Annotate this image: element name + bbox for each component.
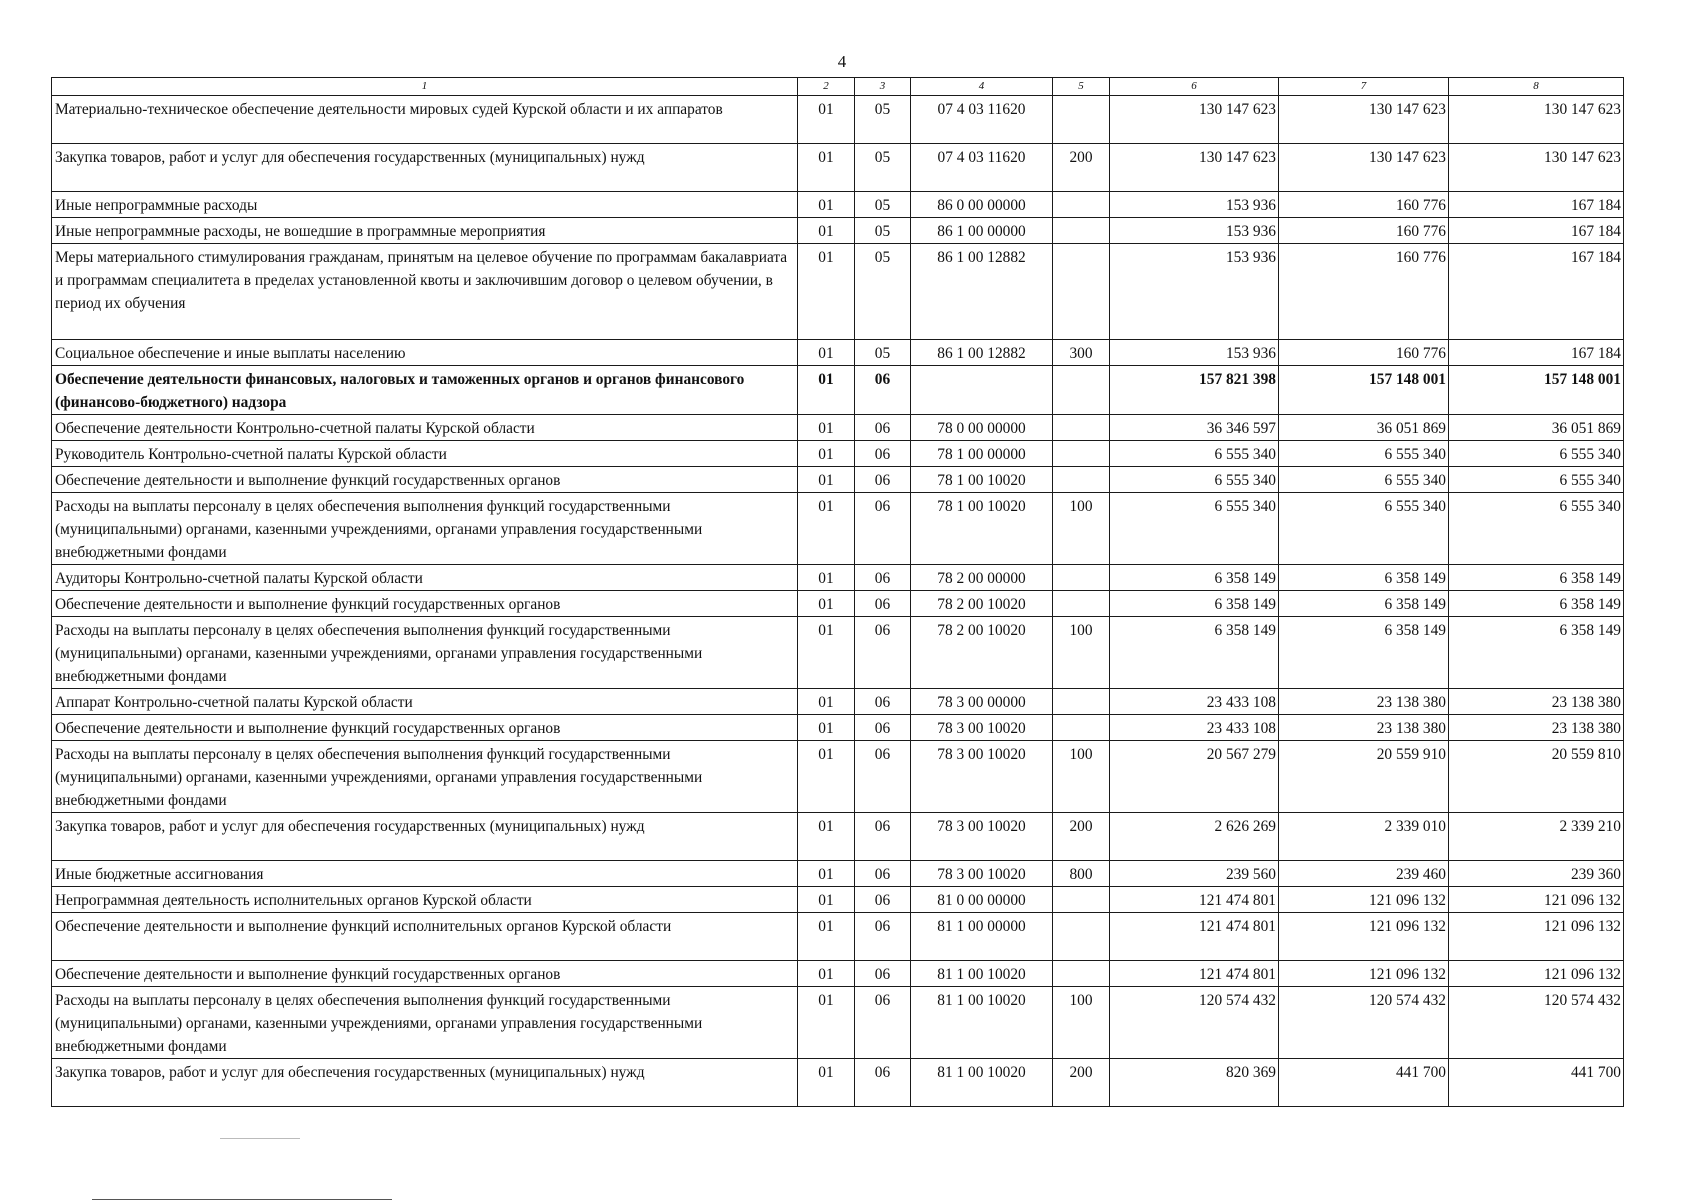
expense-type-code — [1053, 591, 1110, 617]
page-number: 4 — [837, 52, 847, 71]
column-number: 1 — [52, 78, 798, 96]
section-code: 01 — [798, 689, 855, 715]
table-row — [52, 887, 1624, 913]
table-row — [52, 861, 1624, 887]
amount-col-8: 23 138 380 — [1449, 689, 1624, 715]
table-row — [52, 1059, 1624, 1107]
table-row — [52, 366, 1624, 415]
expense-type-code — [1053, 366, 1110, 415]
amount-col-6: 157 821 398 — [1110, 366, 1279, 415]
target-article-code: 78 1 00 10020 — [911, 493, 1053, 565]
amount-col-7: 160 776 — [1279, 244, 1449, 340]
amount-col-8: 2 339 210 — [1449, 813, 1624, 861]
expense-type-code: 100 — [1053, 987, 1110, 1059]
item-name: Обеспечение деятельности и выполнение функций государственных органов — [52, 467, 798, 493]
subsection-code: 06 — [855, 415, 911, 441]
section-code: 01 — [798, 340, 855, 366]
expense-type-code: 200 — [1053, 144, 1110, 192]
item-name: Обеспечение деятельности и выполнение функций государственных органов — [52, 715, 798, 741]
table-row — [52, 493, 1624, 565]
table-row — [52, 415, 1624, 441]
section-code: 01 — [798, 415, 855, 441]
expense-type-code — [1053, 887, 1110, 913]
section-code: 01 — [798, 591, 855, 617]
budget-table — [51, 77, 1624, 1107]
amount-col-7: 6 555 340 — [1279, 467, 1449, 493]
table-row — [52, 441, 1624, 467]
amount-col-6: 20 567 279 — [1110, 741, 1279, 813]
subsection-code: 06 — [855, 813, 911, 861]
section-code: 01 — [798, 565, 855, 591]
table-row — [52, 244, 1624, 340]
target-article-code: 78 3 00 10020 — [911, 715, 1053, 741]
section-code: 01 — [798, 244, 855, 340]
subsection-code: 06 — [855, 493, 911, 565]
amount-col-7: 130 147 623 — [1279, 144, 1449, 192]
amount-col-8: 23 138 380 — [1449, 715, 1624, 741]
amount-col-7: 239 460 — [1279, 861, 1449, 887]
amount-col-6: 6 358 149 — [1110, 591, 1279, 617]
section-code: 01 — [798, 861, 855, 887]
item-name: Обеспечение деятельности и выполнение функций государственных органов — [52, 961, 798, 987]
amount-col-7: 441 700 — [1279, 1059, 1449, 1107]
target-article-code: 78 3 00 10020 — [911, 813, 1053, 861]
amount-col-6: 6 555 340 — [1110, 441, 1279, 467]
item-name: Аппарат Контрольно-счетной палаты Курской области — [52, 689, 798, 715]
subsection-code: 06 — [855, 689, 911, 715]
subsection-code: 06 — [855, 961, 911, 987]
subsection-code: 06 — [855, 441, 911, 467]
item-name: Иные непрограммные расходы — [52, 192, 798, 218]
table-row — [52, 467, 1624, 493]
amount-col-8: 239 360 — [1449, 861, 1624, 887]
amount-col-6: 6 358 149 — [1110, 617, 1279, 689]
subsection-code: 05 — [855, 144, 911, 192]
target-article-code: 81 0 00 00000 — [911, 887, 1053, 913]
item-name: Расходы на выплаты персоналу в целях обеспечения выполнения функций государственными (муниципальными) органами, казенными учреждениями, органами управления государственными внебюджетными фондами — [52, 617, 798, 689]
section-code: 01 — [798, 913, 855, 961]
table-row — [52, 913, 1624, 961]
amount-col-6: 2 626 269 — [1110, 813, 1279, 861]
amount-col-6: 121 474 801 — [1110, 913, 1279, 961]
item-name: Иные бюджетные ассигнования — [52, 861, 798, 887]
section-code: 01 — [798, 493, 855, 565]
item-name: Аудиторы Контрольно-счетной палаты Курской области — [52, 565, 798, 591]
expense-type-code: 100 — [1053, 493, 1110, 565]
target-article-code: 07 4 03 11620 — [911, 96, 1053, 144]
expense-type-code — [1053, 913, 1110, 961]
amount-col-6: 130 147 623 — [1110, 144, 1279, 192]
item-name: Меры материального стимулирования гражданам, принятым на целевое обучение по программам бакалавриата и программам специалитета в пределах установленной квоты и заключившим договор о целевом обучении, в период их обучения — [52, 244, 798, 340]
amount-col-6: 36 346 597 — [1110, 415, 1279, 441]
subsection-code: 06 — [855, 987, 911, 1059]
item-name: Закупка товаров, работ и услуг для обеспечения государственных (муниципальных) нужд — [52, 813, 798, 861]
expense-type-code — [1053, 689, 1110, 715]
column-number: 4 — [911, 78, 1053, 96]
amount-col-6: 153 936 — [1110, 218, 1279, 244]
column-number: 6 — [1110, 78, 1279, 96]
expense-type-code — [1053, 565, 1110, 591]
section-code: 01 — [798, 887, 855, 913]
target-article-code: 78 2 00 10020 — [911, 591, 1053, 617]
amount-col-8: 167 184 — [1449, 218, 1624, 244]
table-body — [52, 96, 1624, 1107]
item-name: Расходы на выплаты персоналу в целях обеспечения выполнения функций государственными (муниципальными) органами, казенными учреждениями, органами управления государственными внебюджетными фондами — [52, 987, 798, 1059]
amount-col-8: 6 555 340 — [1449, 467, 1624, 493]
amount-col-6: 6 555 340 — [1110, 467, 1279, 493]
table-row — [52, 617, 1624, 689]
amount-col-8: 167 184 — [1449, 244, 1624, 340]
amount-col-8: 6 358 149 — [1449, 617, 1624, 689]
item-name: Социальное обеспечение и иные выплаты населению — [52, 340, 798, 366]
table-row — [52, 218, 1624, 244]
subsection-code: 05 — [855, 244, 911, 340]
table-row — [52, 987, 1624, 1059]
column-number: 5 — [1053, 78, 1110, 96]
target-article-code: 78 2 00 10020 — [911, 617, 1053, 689]
section-code: 01 — [798, 441, 855, 467]
amount-col-7: 160 776 — [1279, 340, 1449, 366]
amount-col-7: 160 776 — [1279, 192, 1449, 218]
subsection-code: 05 — [855, 218, 911, 244]
target-article-code: 78 3 00 10020 — [911, 861, 1053, 887]
subsection-code: 06 — [855, 741, 911, 813]
expense-type-code — [1053, 96, 1110, 144]
target-article-code: 81 1 00 00000 — [911, 913, 1053, 961]
column-number: 3 — [855, 78, 911, 96]
table-row — [52, 96, 1624, 144]
target-article-code: 78 1 00 10020 — [911, 467, 1053, 493]
table-row — [52, 689, 1624, 715]
amount-col-8: 20 559 810 — [1449, 741, 1624, 813]
amount-col-6: 120 574 432 — [1110, 987, 1279, 1059]
section-code: 01 — [798, 366, 855, 415]
amount-col-8: 441 700 — [1449, 1059, 1624, 1107]
amount-col-8: 130 147 623 — [1449, 144, 1624, 192]
amount-col-6: 820 369 — [1110, 1059, 1279, 1107]
expense-type-code — [1053, 467, 1110, 493]
amount-col-6: 121 474 801 — [1110, 961, 1279, 987]
section-code: 01 — [798, 96, 855, 144]
target-article-code: 78 2 00 00000 — [911, 565, 1053, 591]
amount-col-7: 6 555 340 — [1279, 493, 1449, 565]
expense-type-code: 300 — [1053, 340, 1110, 366]
item-name: Расходы на выплаты персоналу в целях обеспечения выполнения функций государственными (муниципальными) органами, казенными учреждениями, органами управления государственными внебюджетными фондами — [52, 493, 798, 565]
amount-col-7: 2 339 010 — [1279, 813, 1449, 861]
target-article-code — [911, 366, 1053, 415]
target-article-code: 07 4 03 11620 — [911, 144, 1053, 192]
target-article-code: 86 1 00 12882 — [911, 340, 1053, 366]
section-code: 01 — [798, 617, 855, 689]
table-row — [52, 741, 1624, 813]
amount-col-7: 121 096 132 — [1279, 913, 1449, 961]
target-article-code: 81 1 00 10020 — [911, 987, 1053, 1059]
amount-col-8: 120 574 432 — [1449, 987, 1624, 1059]
subsection-code: 05 — [855, 192, 911, 218]
table-row — [52, 813, 1624, 861]
expense-type-code: 800 — [1053, 861, 1110, 887]
amount-col-8: 6 358 149 — [1449, 591, 1624, 617]
amount-col-6: 239 560 — [1110, 861, 1279, 887]
table-row — [52, 961, 1624, 987]
target-article-code: 81 1 00 10020 — [911, 1059, 1053, 1107]
item-name: Обеспечение деятельности финансовых, налоговых и таможенных органов и органов финансового (финансово-бюджетного) надзора — [52, 366, 798, 415]
target-article-code: 78 3 00 00000 — [911, 689, 1053, 715]
amount-col-8: 121 096 132 — [1449, 961, 1624, 987]
item-name: Расходы на выплаты персоналу в целях обеспечения выполнения функций государственными (муниципальными) органами, казенными учреждениями, органами управления государственными внебюджетными фондами — [52, 741, 798, 813]
section-code: 01 — [798, 218, 855, 244]
amount-col-6: 153 936 — [1110, 340, 1279, 366]
amount-col-8: 167 184 — [1449, 192, 1624, 218]
column-number: 8 — [1449, 78, 1624, 96]
amount-col-8: 6 358 149 — [1449, 565, 1624, 591]
target-article-code: 78 1 00 00000 — [911, 441, 1053, 467]
target-article-code: 86 1 00 00000 — [911, 218, 1053, 244]
item-name: Обеспечение деятельности Контрольно-счетной палаты Курской области — [52, 415, 798, 441]
table-row — [52, 565, 1624, 591]
subsection-code: 06 — [855, 366, 911, 415]
amount-col-7: 120 574 432 — [1279, 987, 1449, 1059]
target-article-code: 86 0 00 00000 — [911, 192, 1053, 218]
amount-col-6: 121 474 801 — [1110, 887, 1279, 913]
subsection-code: 06 — [855, 913, 911, 961]
amount-col-6: 153 936 — [1110, 192, 1279, 218]
amount-col-7: 36 051 869 — [1279, 415, 1449, 441]
expense-type-code — [1053, 961, 1110, 987]
subsection-code: 06 — [855, 1059, 911, 1107]
item-name: Непрограммная деятельность исполнительных органов Курской области — [52, 887, 798, 913]
amount-col-8: 157 148 001 — [1449, 366, 1624, 415]
amount-col-8: 36 051 869 — [1449, 415, 1624, 441]
page-edge-line — [220, 1138, 300, 1139]
item-name: Материально-техническое обеспечение деятельности мировых судей Курской области и их аппаратов — [52, 96, 798, 144]
amount-col-6: 6 358 149 — [1110, 565, 1279, 591]
subsection-code: 06 — [855, 715, 911, 741]
amount-col-6: 6 555 340 — [1110, 493, 1279, 565]
amount-col-7: 20 559 910 — [1279, 741, 1449, 813]
table-row — [52, 715, 1624, 741]
subsection-code: 05 — [855, 96, 911, 144]
amount-col-7: 121 096 132 — [1279, 887, 1449, 913]
table-row — [52, 192, 1624, 218]
section-code: 01 — [798, 1059, 855, 1107]
column-number: 2 — [798, 78, 855, 96]
amount-col-8: 6 555 340 — [1449, 441, 1624, 467]
section-code: 01 — [798, 192, 855, 218]
item-name: Закупка товаров, работ и услуг для обеспечения государственных (муниципальных) нужд — [52, 1059, 798, 1107]
expense-type-code: 200 — [1053, 1059, 1110, 1107]
item-name: Иные непрограммные расходы, не вошедшие в программные мероприятия — [52, 218, 798, 244]
amount-col-7: 6 358 149 — [1279, 591, 1449, 617]
amount-col-8: 167 184 — [1449, 340, 1624, 366]
subsection-code: 06 — [855, 565, 911, 591]
expense-type-code — [1053, 244, 1110, 340]
amount-col-7: 23 138 380 — [1279, 689, 1449, 715]
column-number-header — [52, 78, 1624, 96]
item-name: Обеспечение деятельности и выполнение функций государственных органов — [52, 591, 798, 617]
expense-type-code — [1053, 441, 1110, 467]
table-row — [52, 591, 1624, 617]
amount-col-6: 130 147 623 — [1110, 96, 1279, 144]
expense-type-code — [1053, 715, 1110, 741]
item-name: Закупка товаров, работ и услуг для обеспечения государственных (муниципальных) нужд — [52, 144, 798, 192]
section-code: 01 — [798, 144, 855, 192]
amount-col-7: 157 148 001 — [1279, 366, 1449, 415]
section-code: 01 — [798, 715, 855, 741]
amount-col-7: 6 358 149 — [1279, 565, 1449, 591]
expense-type-code — [1053, 218, 1110, 244]
amount-col-6: 23 433 108 — [1110, 715, 1279, 741]
target-article-code: 78 3 00 10020 — [911, 741, 1053, 813]
column-number: 7 — [1279, 78, 1449, 96]
subsection-code: 06 — [855, 887, 911, 913]
amount-col-8: 121 096 132 — [1449, 887, 1624, 913]
section-code: 01 — [798, 467, 855, 493]
subsection-code: 06 — [855, 617, 911, 689]
item-name: Руководитель Контрольно-счетной палаты Курской области — [52, 441, 798, 467]
expense-type-code — [1053, 415, 1110, 441]
section-code: 01 — [798, 987, 855, 1059]
subsection-code: 05 — [855, 340, 911, 366]
target-article-code: 81 1 00 10020 — [911, 961, 1053, 987]
expense-type-code: 200 — [1053, 813, 1110, 861]
amount-col-8: 121 096 132 — [1449, 913, 1624, 961]
amount-col-7: 6 555 340 — [1279, 441, 1449, 467]
amount-col-7: 121 096 132 — [1279, 961, 1449, 987]
subsection-code: 06 — [855, 467, 911, 493]
amount-col-8: 6 555 340 — [1449, 493, 1624, 565]
item-name: Обеспечение деятельности и выполнение функций исполнительных органов Курской области — [52, 913, 798, 961]
table-row — [52, 144, 1624, 192]
section-code: 01 — [798, 741, 855, 813]
amount-col-7: 23 138 380 — [1279, 715, 1449, 741]
section-code: 01 — [798, 961, 855, 987]
subsection-code: 06 — [855, 861, 911, 887]
target-article-code: 78 0 00 00000 — [911, 415, 1053, 441]
amount-col-6: 23 433 108 — [1110, 689, 1279, 715]
target-article-code: 86 1 00 12882 — [911, 244, 1053, 340]
expense-type-code — [1053, 192, 1110, 218]
expense-type-code: 100 — [1053, 617, 1110, 689]
amount-col-8: 130 147 623 — [1449, 96, 1624, 144]
amount-col-7: 6 358 149 — [1279, 617, 1449, 689]
expense-type-code: 100 — [1053, 741, 1110, 813]
subsection-code: 06 — [855, 591, 911, 617]
table-row — [52, 340, 1624, 366]
amount-col-7: 130 147 623 — [1279, 96, 1449, 144]
amount-col-7: 160 776 — [1279, 218, 1449, 244]
amount-col-6: 153 936 — [1110, 244, 1279, 340]
section-code: 01 — [798, 813, 855, 861]
